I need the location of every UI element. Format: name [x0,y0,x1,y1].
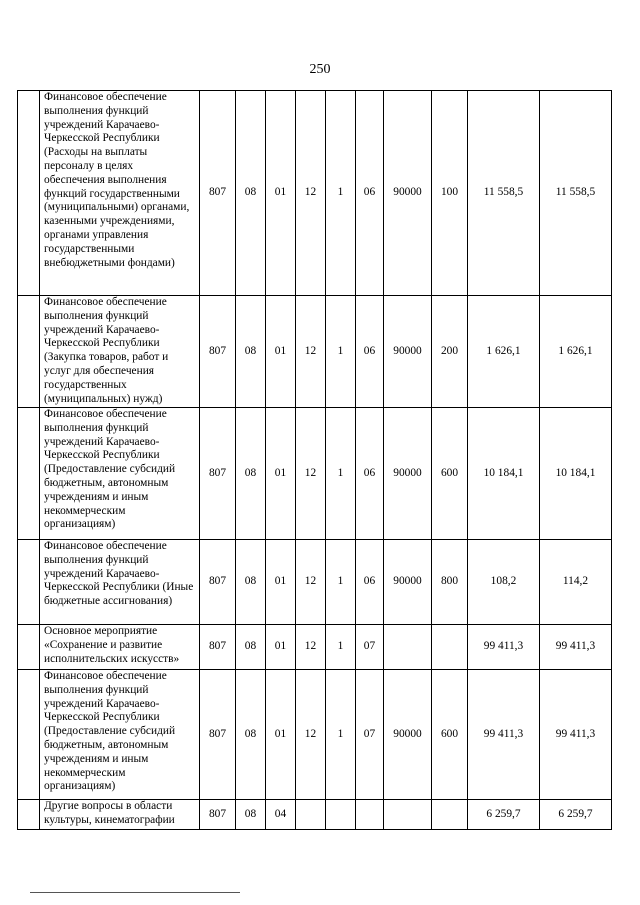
blank-cell [18,91,40,296]
cell-pr: 01 [266,540,296,625]
cell-cs1: 12 [296,296,326,408]
table-row [18,625,612,670]
cell-rz: 08 [236,800,266,830]
cell-cs4: 90000 [384,408,432,540]
cell-ved: 807 [200,670,236,800]
row-name: Другие вопросы в области культуры, кинематографии [40,800,200,830]
cell-vr: 600 [432,670,468,800]
cell-pr: 01 [266,91,296,296]
cell-sum1: 1 626,1 [468,296,540,408]
cell-sum1: 99 411,3 [468,625,540,670]
cell-sum2: 99 411,3 [540,625,612,670]
row-name: Финансовое обеспечение выполнения функций учреждений Карачаево-Черкесской Республики (Расходы на выплаты персоналу в целях обеспечения выполнения функций государственными (муниципальными) органами, казенными учреждениями, органами управления государственными внебюджетными фондами) [40,91,200,296]
cell-pr: 01 [266,408,296,540]
cell-cs3: 06 [356,296,384,408]
cell-ved: 807 [200,625,236,670]
cell-cs2: 1 [326,670,356,800]
cell-ved: 807 [200,296,236,408]
cell-sum2: 99 411,3 [540,670,612,800]
cell-cs4: 90000 [384,540,432,625]
cell-sum2: 6 259,7 [540,800,612,830]
footer-rule [30,892,240,893]
cell-rz: 08 [236,408,266,540]
cell-cs2: 1 [326,625,356,670]
cell-vr: 600 [432,408,468,540]
cell-vr [432,800,468,830]
cell-cs4 [384,800,432,830]
cell-ved: 807 [200,408,236,540]
cell-cs1: 12 [296,625,326,670]
cell-rz: 08 [236,670,266,800]
cell-vr: 200 [432,296,468,408]
cell-sum1: 10 184,1 [468,408,540,540]
cell-cs3: 07 [356,625,384,670]
cell-sum1: 108,2 [468,540,540,625]
cell-vr [432,625,468,670]
cell-vr: 800 [432,540,468,625]
cell-cs2: 1 [326,91,356,296]
cell-cs3: 06 [356,540,384,625]
table-row [18,800,612,830]
table-row [18,296,612,408]
cell-ved: 807 [200,540,236,625]
cell-ved: 807 [200,800,236,830]
table-body [18,91,612,830]
cell-sum1: 6 259,7 [468,800,540,830]
cell-cs4: 90000 [384,91,432,296]
cell-pr: 01 [266,670,296,800]
table-row [18,670,612,800]
blank-cell [18,296,40,408]
blank-cell [18,670,40,800]
cell-cs2: 1 [326,296,356,408]
blank-cell [18,408,40,540]
cell-sum1: 11 558,5 [468,91,540,296]
cell-cs4: 90000 [384,296,432,408]
blank-cell [18,625,40,670]
cell-cs1: 12 [296,670,326,800]
cell-rz: 08 [236,296,266,408]
cell-pr: 01 [266,296,296,408]
cell-cs2: 1 [326,540,356,625]
cell-cs2 [326,800,356,830]
cell-sum2: 11 558,5 [540,91,612,296]
cell-sum2: 1 626,1 [540,296,612,408]
page-number: 250 [309,62,331,77]
cell-cs3: 07 [356,670,384,800]
cell-cs3: 06 [356,91,384,296]
cell-cs1 [296,800,326,830]
cell-rz: 08 [236,625,266,670]
table-row [18,91,612,296]
cell-pr: 04 [266,800,296,830]
cell-cs1: 12 [296,540,326,625]
cell-cs1: 12 [296,408,326,540]
cell-sum2: 10 184,1 [540,408,612,540]
row-name: Финансовое обеспечение выполнения функций учреждений Карачаево-Черкесской Республики (Предоставление субсидий бюджетным, автономным учреждениям и иным некоммерческим организациям) [40,408,200,540]
cell-sum1: 99 411,3 [468,670,540,800]
blank-cell [18,800,40,830]
table-row [18,408,612,540]
cell-pr: 01 [266,625,296,670]
cell-vr: 100 [432,91,468,296]
row-name: Финансовое обеспечение выполнения функций учреждений Карачаево-Черкесской Республики (Иные бюджетные ассигнования) [40,540,200,625]
cell-cs4 [384,625,432,670]
cell-cs4: 90000 [384,670,432,800]
table-row [18,540,612,625]
cell-cs2: 1 [326,408,356,540]
row-name: Основное мероприятие «Сохранение и развитие исполнительских искусств» [40,625,200,670]
row-name: Финансовое обеспечение выполнения функций учреждений Карачаево-Черкесской Республики (Предоставление субсидий бюджетным, автономным учреждениям и иным некоммерческим организациям) [40,670,200,800]
cell-rz: 08 [236,540,266,625]
cell-ved: 807 [200,91,236,296]
cell-cs3: 06 [356,408,384,540]
blank-cell [18,540,40,625]
budget-table [17,90,612,830]
cell-sum2: 114,2 [540,540,612,625]
row-name: Финансовое обеспечение выполнения функций учреждений Карачаево-Черкесской Республики (Закупка товаров, работ и услуг для обеспечения государственных (муниципальных) нужд) [40,296,200,408]
cell-rz: 08 [236,91,266,296]
cell-cs3 [356,800,384,830]
cell-cs1: 12 [296,91,326,296]
